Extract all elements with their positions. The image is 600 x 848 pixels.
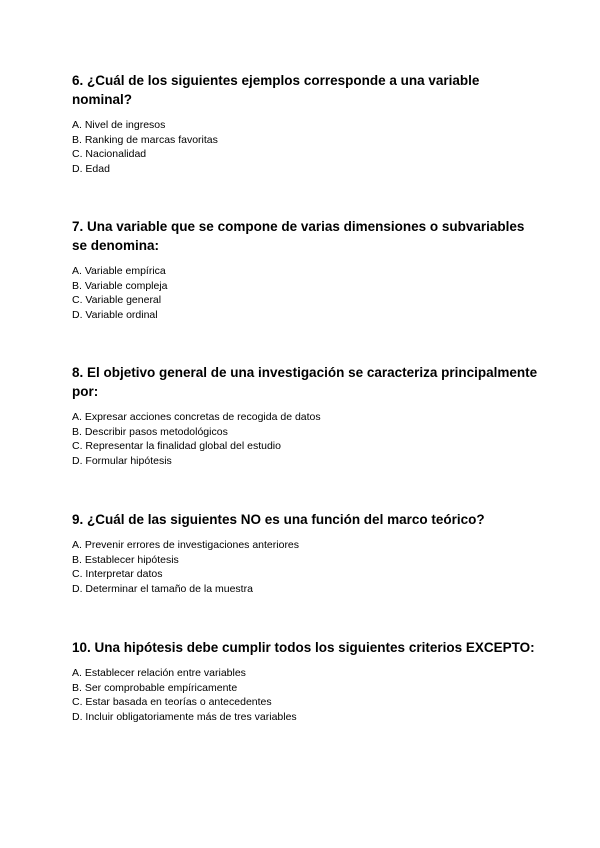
option-a: A. Establecer relación entre variables [72,667,246,679]
option-b: B. Establecer hipótesis [72,553,179,566]
question-7 [72,217,542,322]
option-d: D. Determinar el tamaño de la muestra [72,582,253,595]
option-list [72,118,542,176]
option-d: D. Edad [72,162,110,175]
option-d: D. Variable ordinal [72,308,158,321]
question-title: 8. El objetivo general de una investigación se caracteriza principalmente por: [72,365,538,399]
option-d: D. Formular hipótesis [72,454,172,467]
option-c: C. Representar la finalidad global del estudio [72,440,281,453]
option-c: C. Variable general [72,294,162,307]
question-8 [72,363,542,468]
question-title: 10. Una hipótesis debe cumplir todos los siguientes criterios EXCEPTO: [72,640,535,655]
option-list [72,666,542,724]
option-a: A. Prevenir errores de investigaciones anteriores [72,539,300,551]
question-10 [72,638,542,724]
question-9 [72,510,542,596]
option-c: C. Interpretar datos [72,568,163,581]
question-title: 6. ¿Cuál de los siguientes ejemplos corresponde a una variable nominal? [72,73,480,107]
question-title: 9. ¿Cuál de las siguientes NO es una función del marco teórico? [72,512,485,527]
option-b: B. Ser comprobable empíricamente [72,681,238,694]
option-c: C. Estar basada en teorías o antecedentes [72,696,272,709]
question-title: 7. Una variable que se compone de varias dimensiones o subvariables se denomina: [72,219,525,253]
option-a: A. Expresar acciones concretas de recogida de datos [72,411,321,423]
option-c: C. Nacionalidad [72,148,147,161]
option-list [72,410,542,468]
question-6 [72,71,542,176]
option-b: B. Variable compleja [72,279,168,292]
option-list [72,264,542,322]
option-b: B. Ranking de marcas favoritas [72,133,218,146]
option-b: B. Describir pasos metodológicos [72,425,228,438]
option-a: A. Variable empírica [72,265,166,277]
option-a: A. Nivel de ingresos [72,119,166,131]
option-list [72,538,542,596]
option-d: D. Incluir obligatoriamente más de tres variables [72,710,297,723]
